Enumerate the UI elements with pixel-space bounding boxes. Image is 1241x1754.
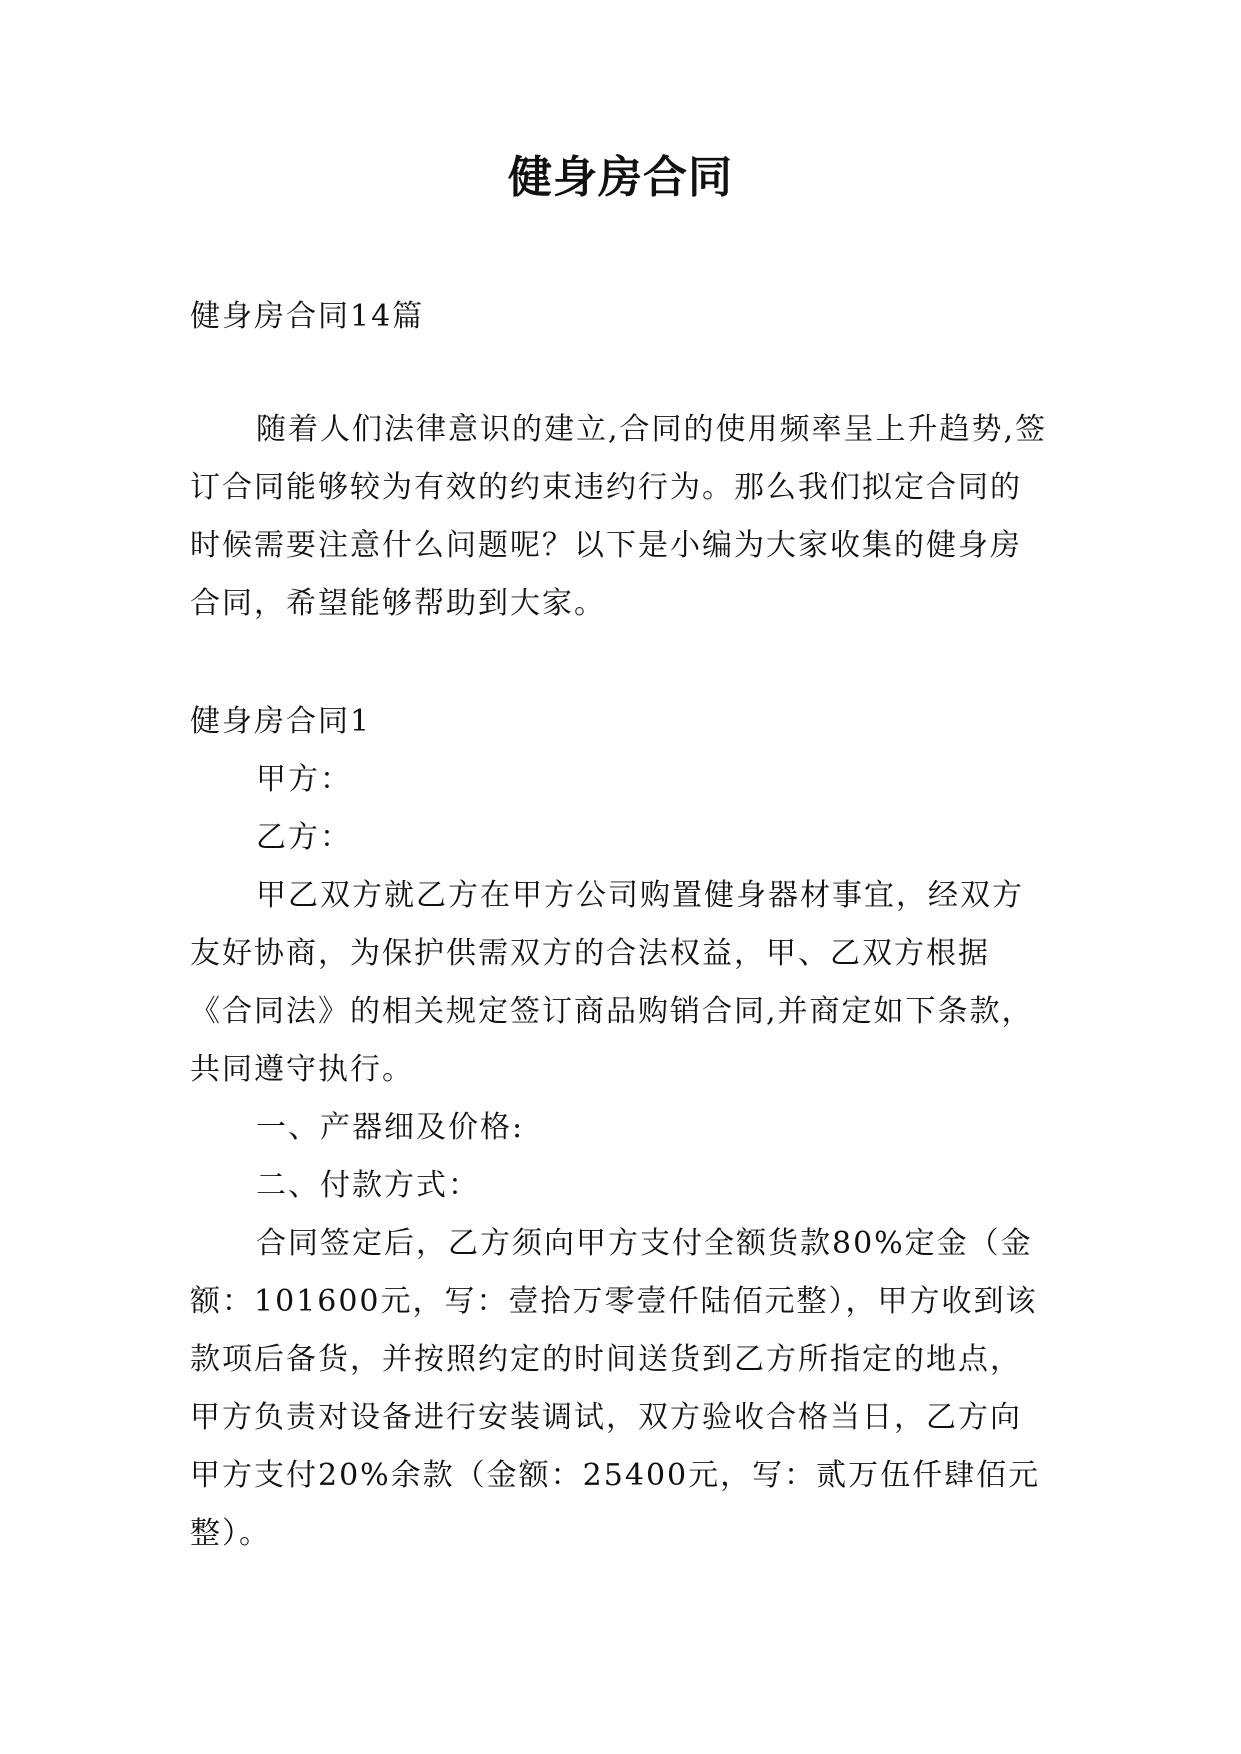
party-b-line: 乙方： bbox=[256, 820, 352, 855]
intro-paragraph: 随着人们法律意识的建立,合同的使用频率呈上升趋势,签订合同能够较为有效的约束违约行为。那么我们拟定合同的时候需要注意什么问题呢？以下是小编为大家收集的健身房合同，希望能够帮助到大家。 bbox=[190, 412, 1048, 621]
clause-2-heading: 二、付款方式： bbox=[256, 1168, 480, 1203]
section-title: 健身房合同1 bbox=[190, 704, 372, 739]
document-title: 健身房合同 bbox=[508, 152, 733, 203]
document-subtitle bbox=[190, 288, 1050, 346]
subtitle-text: 健身房合同14篇 bbox=[190, 299, 425, 334]
preamble-paragraph: 甲乙双方就乙方在甲方公司购置健身器材事宜，经双方友好协商，为保护供需双方的合法权益，甲、乙双方根据《合同法》的相关规定签订商品购销合同,并商定如下条款，共同遵守执行。 bbox=[190, 878, 1034, 1087]
payment-terms-paragraph: 合同签定后，乙方须向甲方支付全额货款80%定金（金额：101600元，写：壹拾万零壹仟陆佰元整），甲方收到该款项后备货，并按照约定的时间送货到乙方所指定的地点，甲方负责对设备进行安装调试，双方验收合格当日，乙方向甲方支付20%余款（金额：25400元，写：贰万伍仟肆佰元整）。 bbox=[190, 1226, 1041, 1551]
party-a-line: 甲方： bbox=[256, 762, 352, 797]
contract-section-1 bbox=[190, 693, 1050, 1563]
clause-1-heading: 一、产器细及价格: bbox=[256, 1110, 525, 1145]
intro-section bbox=[190, 401, 1050, 633]
